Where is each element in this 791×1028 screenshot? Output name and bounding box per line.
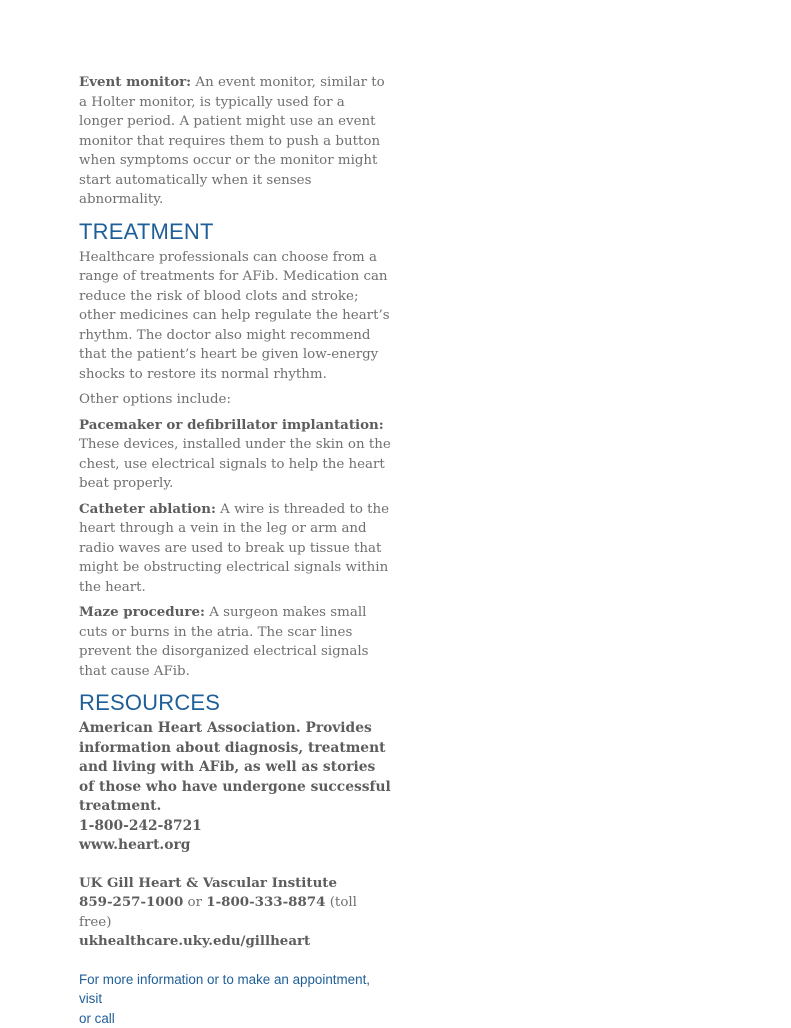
pacemaker-text: These devices, installed under the skin on the chest, use electrical signals to help the heart beat properly. bbox=[79, 437, 391, 491]
event-monitor-term: Event monitor: bbox=[79, 74, 191, 90]
treatment-intro: Healthcare professionals can choose from a range of treatments for AFib. Medication can reduce the risk of blood clots and stroke; other medicines can help regulate the heart’s rhythm. The doctor also might recommend that the patient’s heart be given low-energy shocks to restore its normal rhythm. bbox=[79, 248, 391, 385]
event-monitor-paragraph bbox=[79, 73, 391, 210]
pacemaker-term: Pacemaker or defibrillator implantation: bbox=[79, 417, 384, 433]
uk-gill-name: UK Gill Heart & Vascular Institute bbox=[79, 874, 391, 894]
aha-description: American Heart Association. Provides information about diagnosis, treatment and living with AFib, as well as stories of those who have undergone successful treatment. bbox=[79, 719, 391, 817]
contact-line-3: or call bbox=[79, 1009, 389, 1028]
page-column bbox=[79, 73, 391, 1028]
aha-resource bbox=[79, 719, 391, 856]
aha-phone: 1-800-242-8721 bbox=[79, 817, 391, 837]
spacer bbox=[79, 856, 391, 874]
treatment-item-maze-procedure bbox=[79, 603, 391, 681]
catheter-ablation-text: A wire is threaded to the heart through a vein in the leg or arm and radio waves are used to break up tissue that might be obstructing electrical signals within the heart. bbox=[79, 502, 389, 595]
uk-gill-or: or bbox=[183, 895, 206, 910]
event-monitor-text: An event monitor, similar to a Holter monitor, is typically used for a longer period. A patient might use an event monitor that requires them to push a button when symptoms occur or the monitor might start automatically when it senses abnormality. bbox=[79, 75, 385, 207]
uk-gill-phone-1[interactable]: 859-257-1000 bbox=[79, 894, 183, 910]
maze-procedure-text: A surgeon makes small cuts or burns in the atria. The scar lines prevent the disorganized electrical signals that cause AFib. bbox=[79, 605, 369, 679]
maze-procedure-term: Maze procedure: bbox=[79, 604, 205, 620]
treatment-item-pacemaker bbox=[79, 416, 391, 494]
resources-heading: RESOURCES bbox=[79, 691, 391, 715]
catheter-ablation-term: Catheter ablation: bbox=[79, 501, 216, 517]
treatment-item-catheter-ablation bbox=[79, 500, 391, 598]
uk-gill-phone-2[interactable]: 1-800-333-8874 bbox=[206, 894, 325, 910]
contact-line-2: visit bbox=[79, 989, 389, 1009]
other-options-label: Other options include: bbox=[79, 390, 391, 410]
contact-block bbox=[79, 970, 389, 1028]
treatment-heading: TREATMENT bbox=[79, 220, 391, 244]
aha-link[interactable]: www.heart.org bbox=[79, 836, 391, 856]
uk-gill-toll-free: (toll free) bbox=[79, 895, 357, 930]
contact-line-1: For more information or to make an appointment, bbox=[79, 970, 389, 990]
uk-gill-resource bbox=[79, 874, 391, 952]
uk-gill-link[interactable]: ukhealthcare.uky.edu/gillheart bbox=[79, 932, 391, 952]
uk-gill-phones bbox=[79, 893, 391, 932]
